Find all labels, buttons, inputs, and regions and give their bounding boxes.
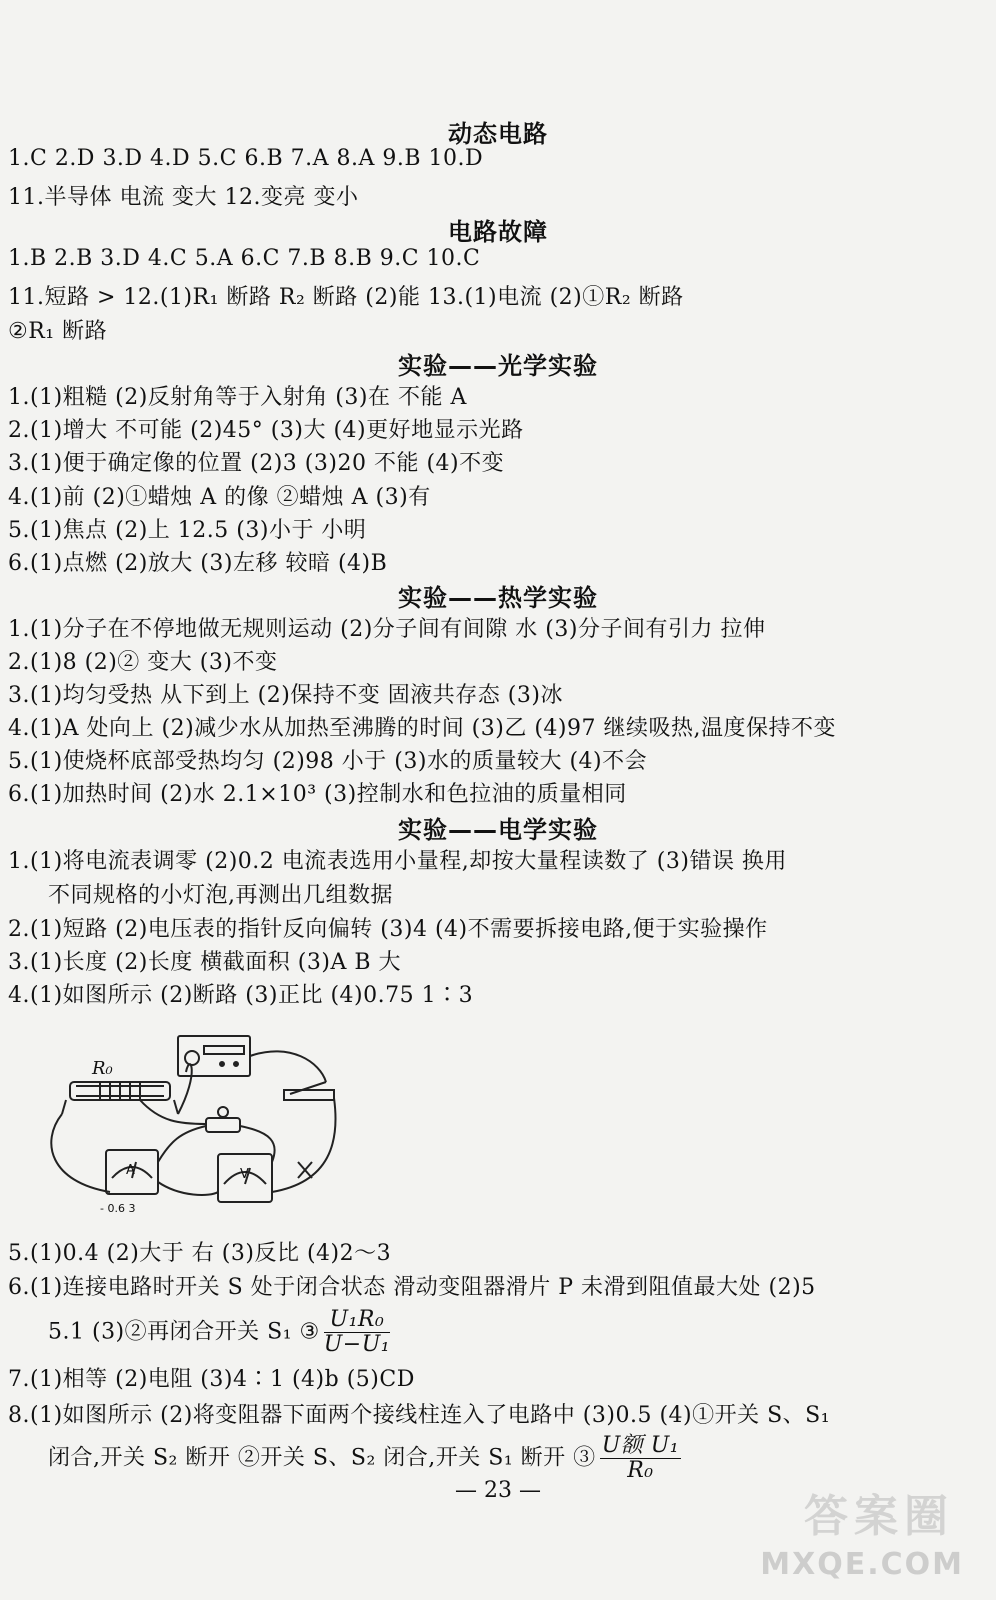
watermark-top-text: 答案圈 [804, 1491, 954, 1542]
answer-line: 2.(1)短路 (2)电压表的指针反向偏转 (3)4 (4)不需要拆接电路,便于实验操作 [8, 917, 768, 942]
formula-fraction [600, 1434, 681, 1483]
answer-line: 1.(1)将电流表调零 (2)0.2 电流表选用小量程,却按大量程读数了 (3)错误 换用 [8, 849, 787, 874]
answer-line: 1.(1)分子在不停地做无规则运动 (2)分子间有间隙 水 (3)分子间有引力 拉伸 [8, 617, 766, 642]
section-heading-thermal: 实验——热学实验 [398, 584, 598, 612]
answer-line: 6.(1)点燃 (2)放大 (3)左移 较暗 (4)B [8, 551, 388, 576]
switch [290, 1082, 326, 1094]
answer-line: 6.(1)连接电路时开关 S 处于闭合状态 滑动变阻器滑片 P 未滑到阻值最大处 (2)5 [8, 1275, 816, 1300]
power-supply [178, 1036, 250, 1076]
answer-line: 11.短路 > 12.(1)R₁ 断路 R₂ 断路 (2)能 13.(1)电流 (2)①R₂ 断路 [8, 285, 684, 310]
formula-fraction [324, 1308, 390, 1357]
answer-line-with-fraction [48, 1308, 394, 1357]
answer-line: 11.半导体 电流 变大 12.变亮 变小 [8, 185, 359, 210]
answer-text: 5.1 (3)②再闭合开关 S₁ ③ [48, 1319, 320, 1345]
answer-line: 6.(1)加热时间 (2)水 2.1×10³ (3)控制水和色拉油的质量相同 [8, 782, 627, 807]
answer-line: 3.(1)长度 (2)长度 横截面积 (3)A B 大 [8, 950, 402, 975]
answer-line: 不同规格的小灯泡,再测出几组数据 [48, 883, 393, 908]
section-heading-dynamic: 动态电路 [448, 120, 548, 148]
answer-line: 1.B 2.B 3.D 4.C 5.A 6.C 7.B 8.B 9.C 10.C [8, 246, 481, 271]
answer-line: 2.(1)增大 不可能 (2)45° (3)大 (4)更好地显示光路 [8, 418, 524, 443]
answer-line: 4.(1)前 (2)①蜡烛 A 的像 ②蜡烛 A (3)有 [8, 485, 431, 510]
watermark-bottom-text: MXQE.COM [760, 1547, 964, 1582]
answer-line: 5.(1)焦点 (2)上 12.5 (3)小于 小明 [8, 518, 367, 543]
answer-line-with-fraction [48, 1434, 685, 1483]
answer-line: 7.(1)相等 (2)电阻 (3)4∶1 (4)b (5)CD [8, 1367, 415, 1392]
answer-line: ②R₁ 断路 [8, 319, 108, 344]
answer-text: 闭合,开关 S₂ 断开 ②开关 S、S₂ 闭合,开关 S₁ 断开 ③ [48, 1445, 596, 1471]
answer-line: 3.(1)均匀受热 从下到上 (2)保持不变 固液共存态 (3)冰 [8, 683, 563, 708]
page-number: — 23 — [455, 1478, 541, 1503]
answer-line: 4.(1)A 处向上 (2)减少水从加热至沸腾的时间 (3)乙 (4)97 继续吸热,温度保持不变 [8, 716, 836, 741]
section-heading-optics: 实验——光学实验 [398, 352, 598, 380]
answer-line: 5.(1)0.4 (2)大于 右 (3)反比 (4)2～3 [8, 1241, 392, 1266]
section-heading-electric: 实验——电学实验 [398, 816, 598, 844]
bulb [206, 1118, 240, 1132]
fraction-denominator: U−U₁ [323, 1332, 391, 1357]
watermark-logo [760, 1482, 984, 1592]
answer-line: 1.(1)粗糙 (2)反射角等于入射角 (3)在 不能 A [8, 385, 467, 410]
answer-line: 8.(1)如图所示 (2)将变阻器下面两个接线柱连入了电路中 (3)0.5 (4)①开关 S、S₁ [8, 1403, 831, 1428]
answer-line: 4.(1)如图所示 (2)断路 (3)正比 (4)0.75 1∶3 [8, 983, 474, 1008]
voltmeter-label: V [240, 1167, 249, 1182]
answer-line: 5.(1)使烧杯底部受热均匀 (2)98 小于 (3)水的质量较大 (4)不会 [8, 749, 648, 774]
resistor-label: R₀ [92, 1058, 113, 1079]
fraction-denominator: R₀ [627, 1458, 654, 1483]
answer-line: 1.C 2.D 3.D 4.D 5.C 6.B 7.A 8.A 9.B 10.D [8, 146, 484, 171]
section-heading-fault: 电路故障 [448, 218, 548, 246]
answer-line: 2.(1)8 (2)② 变大 (3)不变 [8, 650, 278, 675]
ammeter-scale: - 0.6 3 [100, 1202, 136, 1215]
ammeter-label: A [126, 1163, 135, 1178]
fraction-numerator: U额 U₁ [601, 1433, 680, 1458]
fraction-numerator: U₁R₀ [324, 1308, 390, 1333]
answer-line: 3.(1)便于确定像的位置 (2)3 (3)20 不能 (4)不变 [8, 451, 505, 476]
circuit-diagram [40, 1032, 370, 1242]
